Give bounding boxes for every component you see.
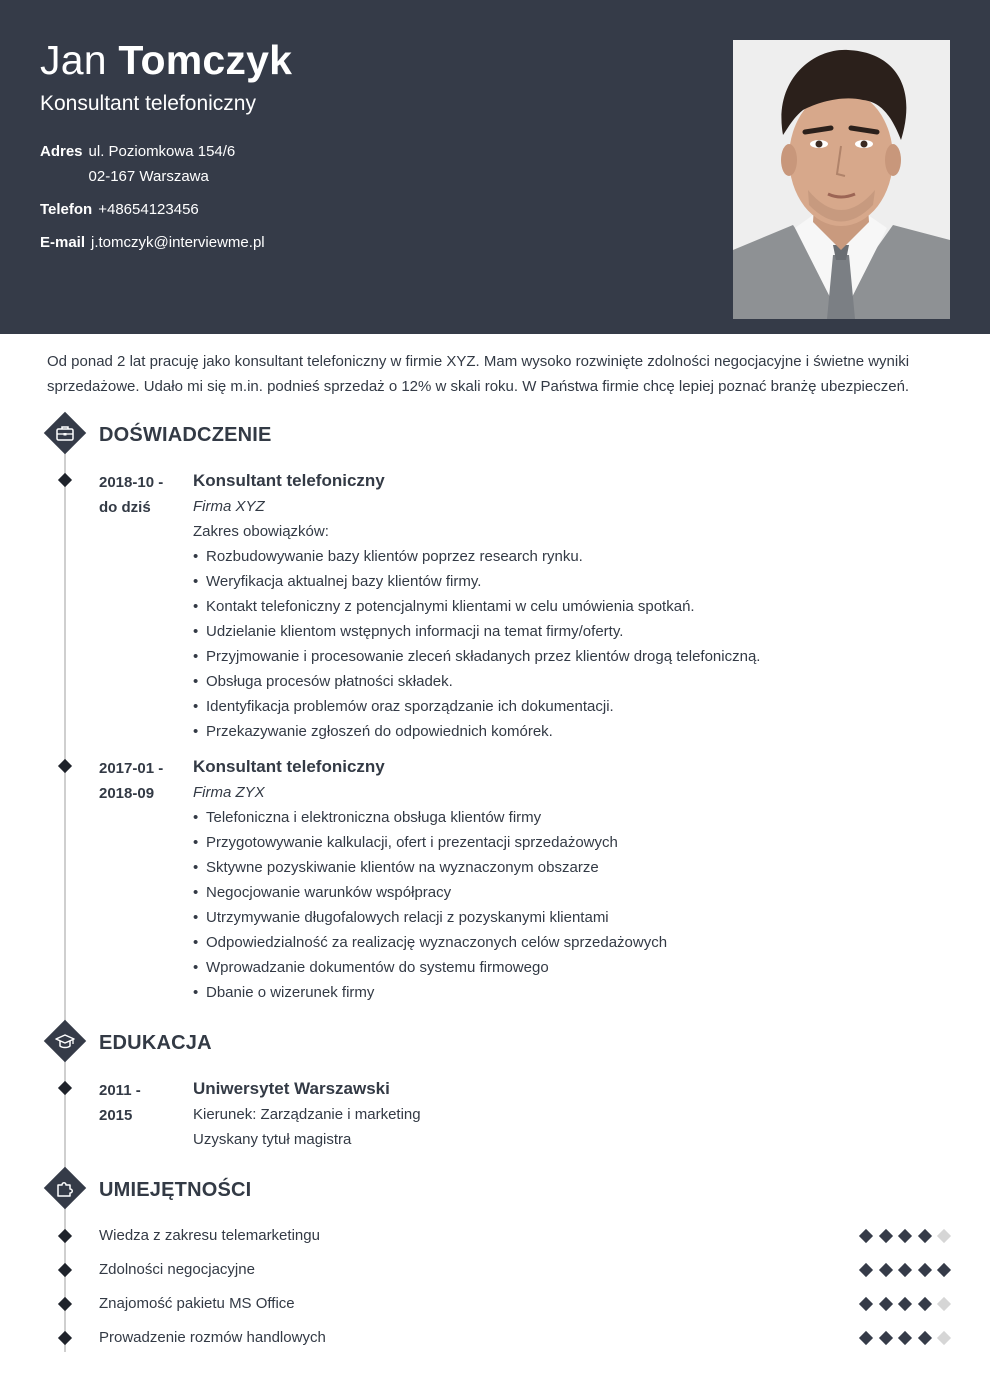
rating-filled-icon xyxy=(937,1263,951,1277)
timeline-dot xyxy=(58,1297,72,1311)
timeline-dot xyxy=(58,1081,72,1095)
rating-filled-icon xyxy=(878,1297,892,1311)
section-title-experience: DOŚWIADCZENIE xyxy=(99,424,272,446)
rating-filled-icon xyxy=(878,1331,892,1345)
rating-filled-icon xyxy=(898,1229,912,1243)
briefcase-icon xyxy=(54,422,76,444)
list-item: • Negocjowanie warunków współpracy xyxy=(193,880,953,905)
timeline-dot xyxy=(58,759,72,773)
experience-2-date-end: 2018-09 xyxy=(99,785,155,802)
list-item: • Kontakt telefoniczny z potencjalnymi klientami w celu umówienia spotkań. xyxy=(193,594,953,619)
experience-2-bullets xyxy=(193,805,953,1005)
skill-2-name: Zdolności negocjacyjne xyxy=(99,1261,255,1278)
rating-filled-icon xyxy=(859,1229,873,1243)
list-item: • Przekazywanie zgłoszeń do odpowiednich komórek. xyxy=(193,719,953,744)
puzzle-icon xyxy=(54,1177,76,1199)
experience-2-company: Firma ZYX xyxy=(193,784,265,801)
rating-filled-icon xyxy=(898,1263,912,1277)
experience-1-entry xyxy=(193,469,953,744)
experience-1-bullets xyxy=(193,544,953,744)
list-item: • Rozbudowywanie bazy klientów poprzez research rynku. xyxy=(193,544,953,569)
skill-3-rating xyxy=(858,1294,954,1314)
list-item: • Obsługa procesów płatności składek. xyxy=(193,669,953,694)
email-row xyxy=(40,230,265,255)
experience-1-date xyxy=(99,470,179,520)
experience-1-date-start: 2018-10 - xyxy=(99,474,164,491)
list-item: • Sktywne pozyskiwanie klientów na wyznaczonym obszarze xyxy=(193,855,953,880)
candidate-name xyxy=(40,36,292,84)
skill-2-rating xyxy=(858,1260,954,1280)
education-1-date-end: 2015 xyxy=(99,1107,133,1124)
rating-filled-icon xyxy=(859,1263,873,1277)
first-name: Jan xyxy=(40,37,107,83)
address-line-2: 02-167 Warszawa xyxy=(88,168,209,185)
timeline-line xyxy=(64,440,66,1352)
section-icon-skills xyxy=(44,1167,86,1209)
profile-summary: Od ponad 2 lat pracuję jako konsultant telefoniczny w firmie XYZ. Mam wysoko rozwinięte zdolności negocjacyjne i świetne wyniki sprzedażowe. Udało mi się m.in. podnieś sprzedaż o 12% w skali roku. W Państwa firmie chcę lepiej poznać branżę ubezpieczeń. xyxy=(47,353,910,395)
rating-empty-icon xyxy=(937,1297,951,1311)
rating-filled-icon xyxy=(898,1297,912,1311)
rating-empty-icon xyxy=(937,1331,951,1345)
list-item: • Udzielanie klientom wstępnych informacji na temat firmy/oferty. xyxy=(193,619,953,644)
list-item: • Telefoniczna i elektroniczna obsługa klientów firmy xyxy=(193,805,953,830)
experience-2-date-start: 2017-01 - xyxy=(99,760,164,777)
timeline-dot xyxy=(58,473,72,487)
rating-empty-icon xyxy=(937,1229,951,1243)
resume-header xyxy=(0,0,990,334)
graduation-cap-icon xyxy=(54,1030,76,1052)
email-label: E-mail xyxy=(40,234,86,251)
phone-label: Telefon xyxy=(40,201,93,218)
list-item: • Dbanie o wizerunek firmy xyxy=(193,980,953,1005)
education-1-date xyxy=(99,1078,179,1128)
experience-1-title: Konsultant telefoniczny xyxy=(193,471,385,490)
rating-filled-icon xyxy=(878,1263,892,1277)
list-item: • Przyjmowanie i procesowanie zleceń składanych przez klientów drogą telefoniczną. xyxy=(193,644,953,669)
skill-3-name: Znajomość pakietu MS Office xyxy=(99,1295,295,1312)
education-1-line-2: Uzyskany tytuł magistra xyxy=(193,1131,352,1148)
section-icon-experience xyxy=(44,412,86,454)
list-item: • Wprowadzanie dokumentów do systemu firmowego xyxy=(193,955,953,980)
skill-1-rating xyxy=(858,1226,954,1246)
address-label: Adres xyxy=(40,143,83,160)
list-item: • Odpowiedzialność za realizację wyznaczonych celów sprzedażowych xyxy=(193,930,953,955)
list-item: • Przygotowywanie kalkulacji, ofert i prezentacji sprzedażowych xyxy=(193,830,953,855)
experience-2-title: Konsultant telefoniczny xyxy=(193,757,385,776)
education-1-line-1: Kierunek: Zarządzanie i marketing xyxy=(193,1106,421,1123)
email-value[interactable]: j.tomczyk@interviewme.pl xyxy=(91,234,265,251)
education-1-school: Uniwersytet Warszawski xyxy=(193,1079,390,1098)
job-title: Konsultant telefoniczny xyxy=(40,92,256,115)
list-item: • Identyfikacja problemów oraz sporządzanie ich dokumentacji. xyxy=(193,694,953,719)
rating-filled-icon xyxy=(859,1331,873,1345)
education-1-date-start: 2011 - xyxy=(99,1082,141,1099)
experience-2-date xyxy=(99,756,179,806)
timeline-dot xyxy=(58,1229,72,1243)
experience-1-intro: Zakres obowiązków: xyxy=(193,523,329,540)
profile-photo-illustration xyxy=(733,40,950,319)
skill-4-rating xyxy=(858,1328,954,1348)
profile-photo xyxy=(733,40,950,319)
experience-2-entry xyxy=(193,755,953,1005)
rating-filled-icon xyxy=(859,1297,873,1311)
experience-1-company: Firma XYZ xyxy=(193,498,265,515)
address-value xyxy=(89,139,236,189)
experience-1-date-end: do dziś xyxy=(99,499,151,516)
address-line-1: ul. Poziomkowa 154/6 xyxy=(88,143,236,160)
list-item: • Utrzymywanie długofalowych relacji z pozyskanymi klientami xyxy=(193,905,953,930)
rating-filled-icon xyxy=(898,1331,912,1345)
education-1-entry xyxy=(193,1077,953,1152)
section-title-education: EDUKACJA xyxy=(99,1032,212,1054)
rating-filled-icon xyxy=(878,1229,892,1243)
timeline-dot xyxy=(58,1263,72,1277)
rating-filled-icon xyxy=(917,1331,931,1345)
section-icon-education xyxy=(44,1020,86,1062)
address-row xyxy=(40,139,235,189)
timeline-dot xyxy=(58,1331,72,1345)
phone-value: +48654123456 xyxy=(98,201,199,218)
rating-filled-icon xyxy=(917,1229,931,1243)
rating-filled-icon xyxy=(917,1263,931,1277)
last-name: Tomczyk xyxy=(118,37,293,83)
skill-1-name: Wiedza z zakresu telemarketingu xyxy=(99,1227,320,1244)
phone-row xyxy=(40,197,199,222)
section-title-skills: UMIEJĘTNOŚCI xyxy=(99,1179,252,1201)
skill-4-name: Prowadzenie rozmów handlowych xyxy=(99,1329,326,1346)
list-item: • Weryfikacja aktualnej bazy klientów firmy. xyxy=(193,569,953,594)
rating-filled-icon xyxy=(917,1297,931,1311)
